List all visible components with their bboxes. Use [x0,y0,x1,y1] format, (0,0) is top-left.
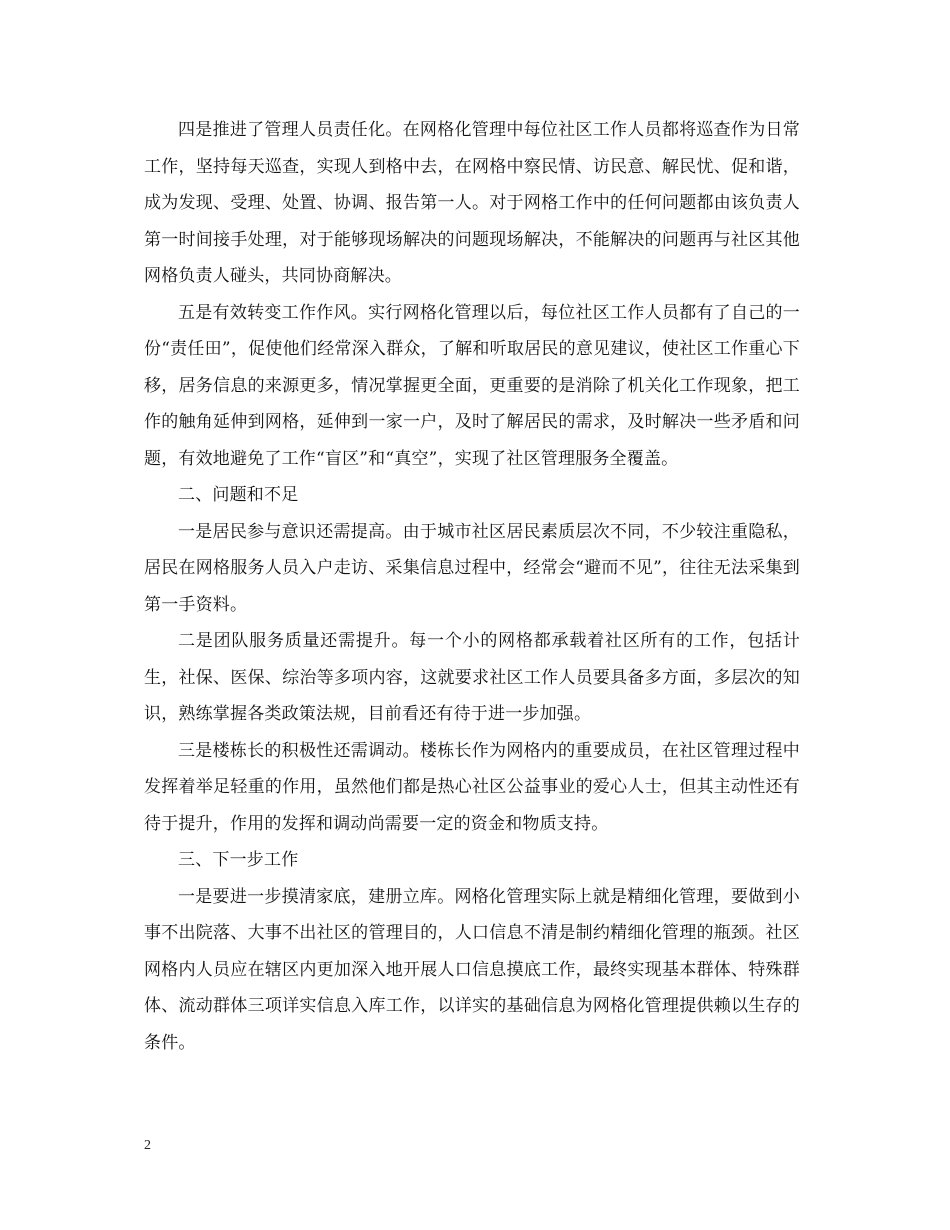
paragraph-resident-participation: 一是居民参与意识还需提高。由于城市社区居民素质层次不同，不少较注重隐私，居民在网格服务人员入户走访、采集信息过程中，经常会“避而不见”，往往无法采集到第一手资料。 [144,521,800,615]
paragraph-work-style: 五是有效转变工作作风。实行网格化管理以后，每位社区工作人员都有了自己的一份“责任田”，促使他们经常深入群众，了解和听取居民的意见建议，使社区工作重心下移，居务信息的来源更多，情况掌握更全面，更重要的是消除了机关化工作现象，把工作的触角延伸到网格，延伸到一家一户，及时了解居民的需求，及时解决一些矛盾和问题，有效地避免了工作“盲区”和“真空”，实现了社区管理服务全覆盖。 [144,302,800,469]
paragraph-responsibility: 四是推进了管理人员责任化。在网格化管理中每位社区工作人员都将巡查作为日常工作，坚持每天巡查，实现人到格中去，在网格中察民情、访民意、解民忧、促和谐，成为发现、受理、处置、协调、报告第一人。对于网格工作中的任何问题都由该负责人第一时间接手处理，对于能够现场解决的问题现场解决，不能解决的问题再与社区其他网格负责人碰头，共同协商解决。 [144,120,800,286]
paragraph-building-leaders: 三是楼栋长的积极性还需调动。楼栋长作为网格内的重要成员，在社区管理过程中发挥着举足轻重的作用，虽然他们都是热心社区公益事业的爱心人士，但其主动性还有待于提升，作用的发挥和调动尚需要一定的资金和物质支持。 [144,740,800,834]
page-number: 2 [144,1138,151,1153]
document-body [144,112,800,1061]
section-heading-problems: 二、问题和不足 [178,485,299,505]
paragraph-database: 一是要进一步摸清家底，建册立库。网格化管理实际上就是精细化管理，要做到小事不出院落、大事不出社区的管理目的，人口信息不清是制约精细化管理的瓶颈。社区网格内人员应在辖区内更加深入地开展人口信息摸底工作，最终实现基本群体、特殊群体、流动群体三项详实信息入库工作，以详实的基础信息为网格化管理提供赖以生存的条件。 [144,886,800,1053]
section-heading-next-steps: 三、下一步工作 [178,850,299,870]
paragraph-team-service: 二是团队服务质量还需提升。每一个小的网格都承载着社区所有的工作，包括计生，社保、医保、综治等多项内容，这就要求社区工作人员要具备多方面，多层次的知识，熟练掌握各类政策法规，目前看还有待于进一步加强。 [144,631,800,724]
